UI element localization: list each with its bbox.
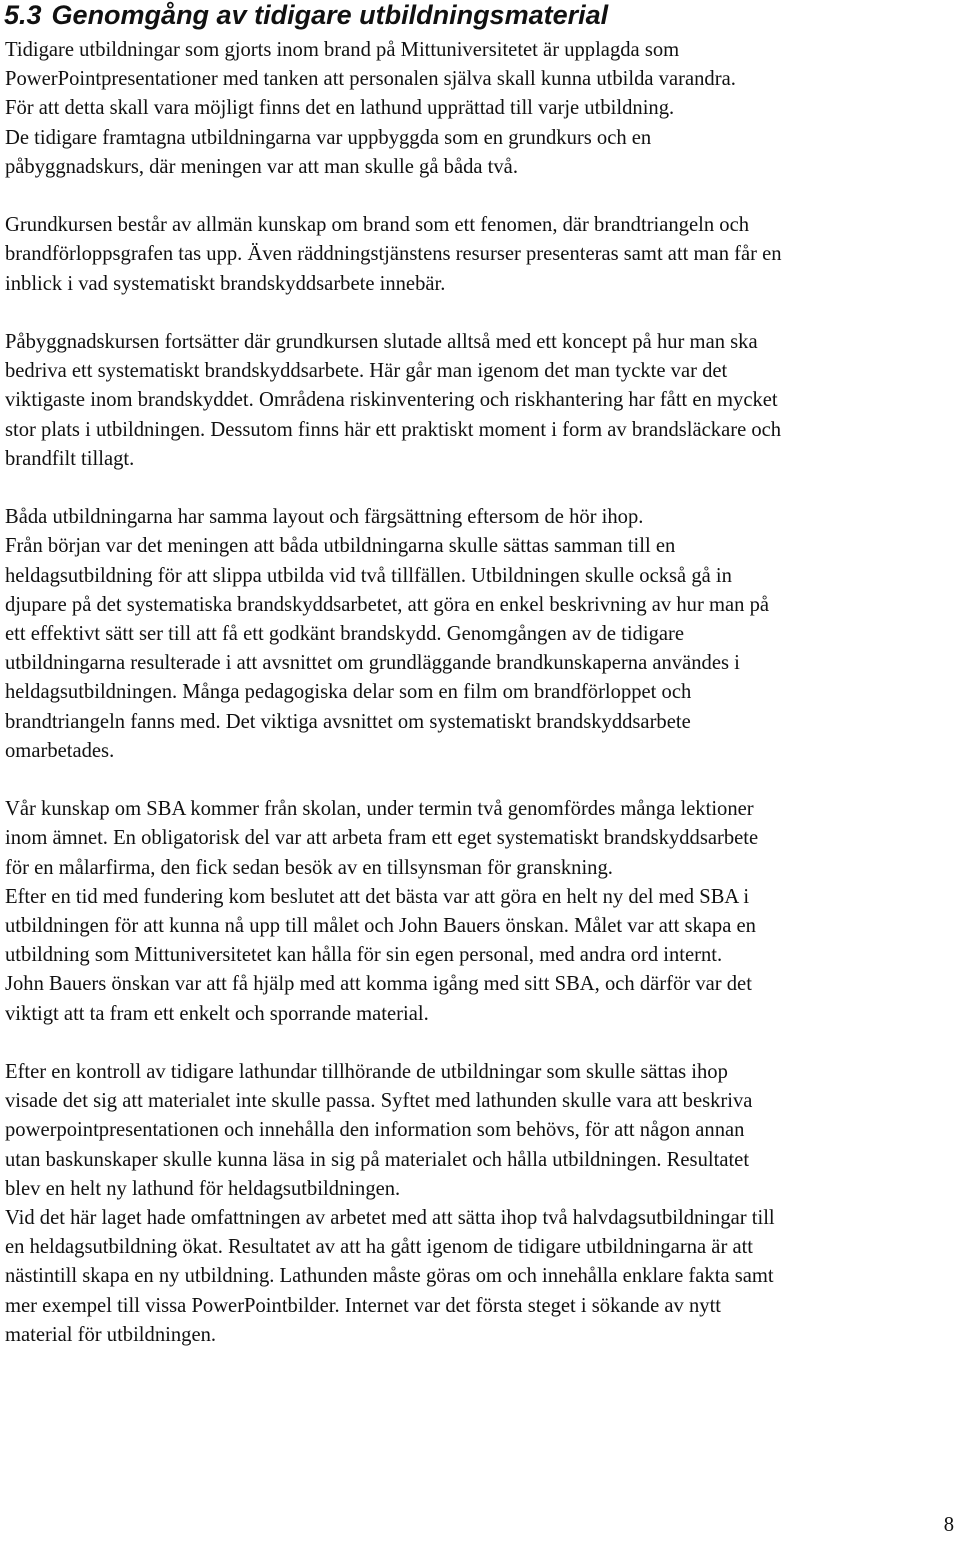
text-line: Från början var det meningen att båda utbildningarna skulle sättas samman till en (5, 535, 676, 558)
text-line: Tidigare utbildningar som gjorts inom brand på Mittuniversitetet är upplagda som (5, 39, 680, 61)
text-line: Påbyggnadskursen fortsätter där grundkursen slutade alltså med ett koncept på hur man ska (5, 331, 758, 353)
text-line: Vid det här laget hade omfattningen av arbetet med att sätta ihop två halvdagsutbildningar till (5, 1207, 775, 1230)
section-title: Genomgång av tidigare utbildningsmaterial (51, 0, 609, 30)
text-line: stor plats i utbildningen. Dessutom finns här ett praktiskt moment i form av brandsläckare och (5, 418, 782, 441)
text-line: material för utbildningen. (5, 1323, 217, 1346)
text-line: utbildning som Mittuniversitetet kan hålla för sin egen personal, med andra ord internt. (5, 944, 723, 967)
paragraph (5, 1058, 957, 1350)
text-line: Båda utbildningarna har samma layout och färgsättning eftersom de hör ihop. (5, 506, 644, 529)
text-line: utan baskunskaper skulle kunna läsa in sig på materialet och hålla utbildningen. Resultatet (5, 1148, 750, 1171)
text-line: De tidigare framtagna utbildningarna var uppbyggda som en grundkurs och en (5, 126, 652, 149)
text-line: Efter en tid med fundering kom beslutet att det bästa var att göra en helt ny del med SBA i (5, 885, 750, 908)
text-line: blev en helt ny lathund för heldagsutbildningen. (5, 1177, 401, 1200)
text-line: nästintill skapa en ny utbildning. Lathunden måste göras om och innehålla enklare fakta samt (5, 1265, 774, 1288)
text-line: Vår kunskap om SBA kommer från skolan, under termin två genomfördes många lektioner (5, 798, 754, 821)
text-line: brandfilt tillagt. (5, 447, 135, 470)
text-line: omarbetades. (5, 739, 115, 762)
text-line: PowerPointpresentationer med tanken att personalen själva skall kunna utbilda varandra. (5, 68, 736, 91)
text-line: ett effektivt sätt ser till att få ett godkänt brandskydd. Genomgången av de tidigare (5, 623, 685, 646)
paragraph (5, 795, 957, 1029)
text-line: mer exempel till vissa PowerPointbilder. Internet var det första steget i sökande av nytt (5, 1294, 722, 1317)
text-line: utbildningen för att kunna nå upp till målet och John Bauers önskan. Målet var att skapa en (5, 915, 756, 938)
text-line: inom ämnet. En obligatorisk del var att arbeta fram ett eget systematiskt brandskyddsarbete (5, 827, 759, 850)
text-line: brandtriangeln fanns med. Det viktiga avsnittet om systematiskt brandskyddsarbete (5, 710, 691, 733)
page-number: 8 (943, 1514, 954, 1536)
text-line: viktigt att ta fram ett enkelt och sporrande material. (5, 1002, 429, 1025)
text-line: en heldagsutbildning ökat. Resultatet av att ha gått igenom de tidigare utbildningarna är att (5, 1236, 754, 1259)
section-heading (4, 0, 608, 30)
text-line: brandförloppsgrafen tas upp. Även räddningstjänstens resurser presenteras samt att man får en (5, 243, 782, 266)
text-line: påbyggnadskurs, där meningen var att man skulle gå båda två. (5, 155, 518, 178)
text-line: heldagsutbildning för att slippa utbilda vid två tillfällen. Utbildningen skulle också gå in (5, 564, 732, 587)
paragraph (5, 211, 957, 299)
text-line: utbildningarna resulterade i att avsnittet om grundläggande brandkunskaperna användes i (5, 652, 740, 675)
text-line: bedriva ett systematiskt brandskyddsarbete. Här går man igenom det man tyckte var det (5, 360, 728, 383)
paragraph (5, 328, 957, 474)
paragraph (5, 503, 957, 766)
text-line: viktigaste inom brandskyddet. Områdena riskinventering och riskhantering har fått en mycket (5, 389, 778, 412)
text-line: Efter en kontroll av tidigare lathundar tillhörande de utbildningar som skulle sättas ihop (5, 1061, 728, 1084)
text-line: för en målarfirma, den fick sedan besök av en tillsynsman för granskning. (5, 856, 613, 879)
paragraph (5, 36, 957, 182)
text-line: heldagsutbildningen. Många pedagogiska delar som en film om brandförloppet och (5, 681, 692, 704)
text-line: För att detta skall vara möjligt finns det en lathund upprättad till varje utbildning. (5, 97, 675, 120)
text-line: John Bauers önskan var att få hjälp med att komma igång med sitt SBA, och därför var det (5, 973, 752, 996)
text-line: inblick i vad systematiskt brandskyddsarbete innebär. (5, 272, 446, 295)
text-line: Grundkursen består av allmän kunskap om brand som ett fenomen, där brandtriangeln och (5, 214, 750, 237)
text-line: powerpointpresentationen och innehålla den information som behövs, för att någon annan (5, 1119, 745, 1142)
body-text (5, 36, 957, 1379)
section-number: 5.3 (4, 0, 42, 30)
text-line: visade det sig att materialet inte skulle passa. Syftet med lathunden skulle vara att beskriva (5, 1090, 753, 1113)
text-line: djupare på det systematiska brandskyddsarbetet, att göra en enkel beskrivning av hur man på (5, 593, 770, 616)
